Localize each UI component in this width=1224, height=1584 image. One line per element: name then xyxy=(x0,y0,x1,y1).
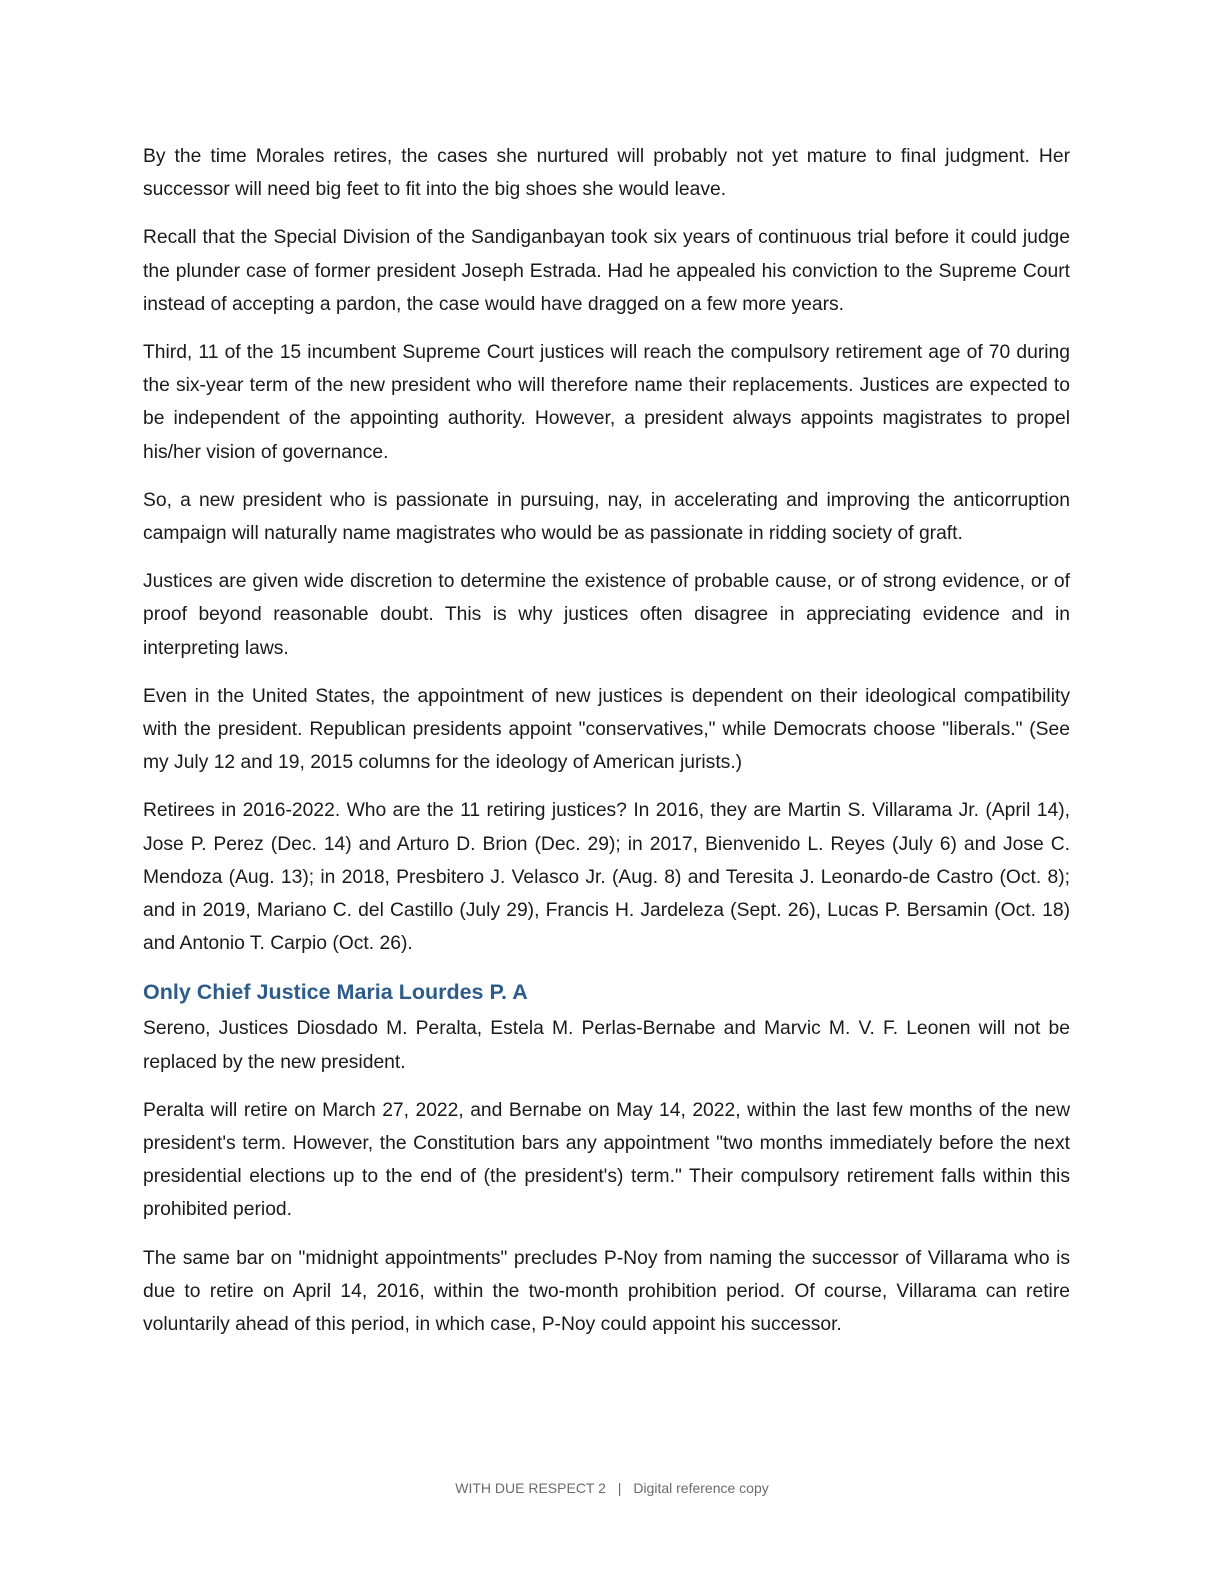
paragraph: Recall that the Special Division of the Sandiganbayan took six years of continuous trial before it could judge the plunder case of former president Joseph Estrada. Had he appealed his conviction to the Supreme Court instead of accepting a pardon, the case would have dragged on a few more years. xyxy=(143,227,1070,315)
footer-separator: | xyxy=(617,1480,622,1496)
paragraph: Justices are given wide discretion to determine the existence of probable cause, or of strong evidence, or of proof beyond reasonable doubt. This is why justices often disagree in appreciating evidence and in interpreting laws. xyxy=(143,571,1070,659)
footer-note: Digital reference copy xyxy=(633,1480,769,1496)
paragraph: Third, 11 of the 15 incumbent Supreme Court justices will reach the compulsory retirement age of 70 during the six-year term of the new president who will therefore name their replacements. Justices are expected to be independent of the appointing authority. However, a president always appoints magistrates to propel his/her vision of governance. xyxy=(143,342,1070,463)
document-body xyxy=(143,140,1070,1356)
paragraph: Even in the United States, the appointment of new justices is dependent on their ideological compatibility with the president. Republican presidents appoint "conservatives," while Democrats choose "liberals." (See my July 12 and 19, 2015 columns for the ideology of American jurists.) xyxy=(143,685,1070,774)
section-heading: Only Chief Justice Maria Lourdes P. A xyxy=(143,980,528,1005)
paragraph: By the time Morales retires, the cases she nurtured will probably not yet mature to final judgment. Her successor will need big feet to fit into the big shoes she would leave. xyxy=(143,146,1070,201)
paragraph: Sereno, Justices Diosdado M. Peralta, Estela M. Perlas-Bernabe and Marvic M. V. F. Leonen will not be replaced by the new president. xyxy=(143,1018,1070,1073)
paragraph: So, a new president who is passionate in pursuing, nay, in accelerating and improving the anticorruption campaign will naturally name magistrates who would be as passionate in ridding society of graft. xyxy=(143,489,1070,545)
paragraph: Peralta will retire on March 27, 2022, and Bernabe on May 14, 2022, within the last few months of the new president's term. However, the Constitution bars any appointment "two months immediately before the next presidential elections up to the end of (the president's) term." Their compulsory retirement falls within this prohibited period. xyxy=(143,1099,1070,1221)
paragraph: Retirees in 2016-2022. Who are the 11 retiring justices? In 2016, they are Martin S. Villarama Jr. (April 14), Jose P. Perez (Dec. 14) and Arturo D. Brion (Dec. 29); in 2017, Bienvenido L. Reyes (July 6) and Jose C. Mendoza (Aug. 13); in 2018, Presbitero J. Velasco Jr. (Aug. 8) and Teresita J. Leonardo-de Castro (Oct. 8); and in 2019, Mariano C. del Castillo (July 29), Francis H. Jardeleza (Sept. 26), Lucas P. Bersamin (Oct. 18) and Antonio T. Carpio (Oct. 26). xyxy=(143,800,1070,955)
footer-title: WITH DUE RESPECT 2 xyxy=(455,1480,606,1496)
page-footer xyxy=(0,1480,1224,1496)
paragraph: The same bar on "midnight appointments" precludes P-Noy from naming the successor of Villarama who is due to retire on April 14, 2016, within the two-month prohibition period. Of course, Villarama can retire voluntarily ahead of this period, in which case, P-Noy could appoint his successor. xyxy=(143,1247,1070,1336)
